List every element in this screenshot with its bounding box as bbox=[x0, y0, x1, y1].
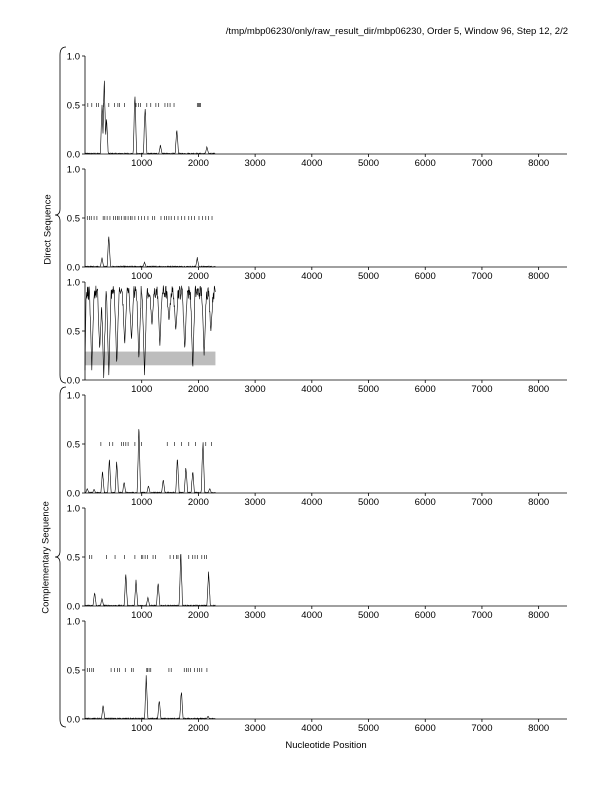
panel-direct-1-y-tick-label: 0.5 bbox=[66, 100, 80, 112]
panel-direct-2-x-tick-label: 4000 bbox=[301, 271, 323, 282]
panel-complementary-1-x-tick-label: 6000 bbox=[414, 497, 436, 508]
panel-direct-2-x-tick-label: 5000 bbox=[357, 271, 380, 282]
panel-direct-3-y-tick-label: 0.0 bbox=[66, 375, 80, 387]
panel-direct-1-x-tick-label: 2000 bbox=[187, 158, 209, 169]
panel-complementary-2-y-tick-label: 1.0 bbox=[66, 503, 80, 515]
panel-direct-2-y-tick-label: 0.0 bbox=[66, 262, 80, 274]
panel-direct-1-x-tick-label: 1000 bbox=[131, 158, 153, 169]
panel-direct-1-y-tick-label: 1.0 bbox=[66, 51, 80, 63]
panel-complementary-3-x-tick-label: 2000 bbox=[187, 723, 209, 734]
panel-direct-3-x-tick-label: 1000 bbox=[131, 384, 153, 395]
panel-complementary-2-x-tick-label: 3000 bbox=[244, 610, 266, 621]
panel-complementary-2-x-tick-label: 6000 bbox=[414, 610, 436, 621]
panel-direct-2-y-tick-label: 1.0 bbox=[66, 164, 80, 176]
panel-direct-2-x-tick-label: 7000 bbox=[471, 271, 493, 282]
panel-direct-1-x-tick-label: 3000 bbox=[244, 158, 266, 169]
panel-complementary-3-y-tick-label: 1.0 bbox=[66, 616, 80, 628]
panel-direct-3-x-tick-label: 7000 bbox=[471, 384, 493, 395]
panel-complementary-3-probability-line bbox=[85, 675, 215, 719]
panel-direct-2-x-tick-label: 3000 bbox=[244, 271, 266, 282]
panel-direct-1-x-tick-label: 7000 bbox=[471, 158, 493, 169]
panel-direct-1-x-tick-label: 8000 bbox=[528, 158, 550, 169]
panel-direct-3-y-tick-label: 1.0 bbox=[66, 277, 80, 289]
panel-complementary-3-x-tick-label: 5000 bbox=[357, 723, 380, 734]
panel-complementary-1-y-tick-label: 1.0 bbox=[66, 390, 80, 402]
panel-direct-2-y-tick-label: 0.5 bbox=[66, 213, 80, 225]
strand-label-complementary: Complementary Sequence bbox=[40, 501, 52, 614]
panel-direct-3-x-tick-label: 5000 bbox=[357, 384, 380, 395]
panel-complementary-3-x-tick-label: 6000 bbox=[414, 723, 436, 734]
panel-complementary-3-x-tick-label: 7000 bbox=[471, 723, 493, 734]
panel-direct-3-y-tick-label: 0.5 bbox=[66, 326, 80, 338]
panel-direct-3-x-tick-label: 3000 bbox=[244, 384, 266, 395]
panel-complementary-3-y-tick-label: 0.5 bbox=[66, 665, 80, 677]
panel-complementary-3-x-tick-label: 4000 bbox=[301, 723, 323, 734]
panel-complementary-2-x-tick-label: 2000 bbox=[187, 610, 209, 621]
panel-complementary-2-x-tick-label: 5000 bbox=[357, 610, 380, 621]
panel-complementary-1-x-tick-label: 2000 bbox=[187, 497, 209, 508]
panel-direct-3-x-tick-label: 8000 bbox=[528, 384, 550, 395]
panel-direct-1-probability-line bbox=[85, 81, 215, 154]
panel-direct-1-y-tick-label: 0.0 bbox=[66, 149, 80, 161]
panel-direct-1-x-tick-label: 6000 bbox=[414, 158, 436, 169]
panel-complementary-1-probability-line bbox=[85, 429, 215, 493]
strand-label-direct: Direct Sequence bbox=[42, 194, 54, 265]
panel-complementary-2-x-tick-label: 7000 bbox=[471, 610, 493, 621]
panel-direct-2-x-tick-label: 2000 bbox=[187, 271, 209, 282]
panel-complementary-2-x-tick-label: 8000 bbox=[528, 610, 550, 621]
panel-complementary-2-x-tick-label: 1000 bbox=[131, 610, 153, 621]
panel-direct-2-x-tick-label: 8000 bbox=[528, 271, 550, 282]
panel-direct-1-x-tick-label: 5000 bbox=[357, 158, 380, 169]
panel-direct-2-x-tick-label: 6000 bbox=[414, 271, 436, 282]
panel-complementary-1-x-tick-label: 4000 bbox=[301, 497, 323, 508]
x-axis-label: Nucleotide Position bbox=[285, 740, 367, 751]
panel-complementary-2-probability-line bbox=[85, 554, 215, 606]
header-title: /tmp/mbp06230/only/raw_result_dir/mbp06230, Order 5, Window 96, Step 12, 2/2 bbox=[225, 26, 568, 37]
panel-complementary-2-x-tick-label: 4000 bbox=[301, 610, 323, 621]
panel-direct-2-probability-line bbox=[85, 237, 215, 267]
panel-complementary-2-y-tick-label: 0.0 bbox=[66, 601, 80, 613]
panel-direct-1-x-tick-label: 4000 bbox=[301, 158, 323, 169]
panel-complementary-1-x-tick-label: 3000 bbox=[244, 497, 266, 508]
brace-direct bbox=[55, 47, 66, 383]
panel-direct-3-x-tick-label: 4000 bbox=[301, 384, 323, 395]
panel-complementary-2-y-tick-label: 0.5 bbox=[66, 552, 80, 564]
panel-complementary-1-x-tick-label: 1000 bbox=[131, 497, 153, 508]
panel-direct-3-x-tick-label: 6000 bbox=[414, 384, 436, 395]
panel-complementary-3-x-tick-label: 1000 bbox=[131, 723, 153, 734]
panel-direct-2-x-tick-label: 1000 bbox=[131, 271, 153, 282]
panel-complementary-1-x-tick-label: 8000 bbox=[528, 497, 550, 508]
panel-complementary-1-x-tick-label: 5000 bbox=[357, 497, 380, 508]
panel-complementary-1-x-tick-label: 7000 bbox=[471, 497, 493, 508]
panel-complementary-1-y-tick-label: 0.0 bbox=[66, 488, 80, 500]
panel-complementary-3-x-tick-label: 8000 bbox=[528, 723, 550, 734]
panel-complementary-1-y-tick-label: 0.5 bbox=[66, 439, 80, 451]
brace-complementary bbox=[55, 387, 66, 727]
panel-direct-3-x-tick-label: 2000 bbox=[187, 384, 209, 395]
panel-complementary-3-y-tick-label: 0.0 bbox=[66, 714, 80, 726]
panel-complementary-3-x-tick-label: 3000 bbox=[244, 723, 266, 734]
